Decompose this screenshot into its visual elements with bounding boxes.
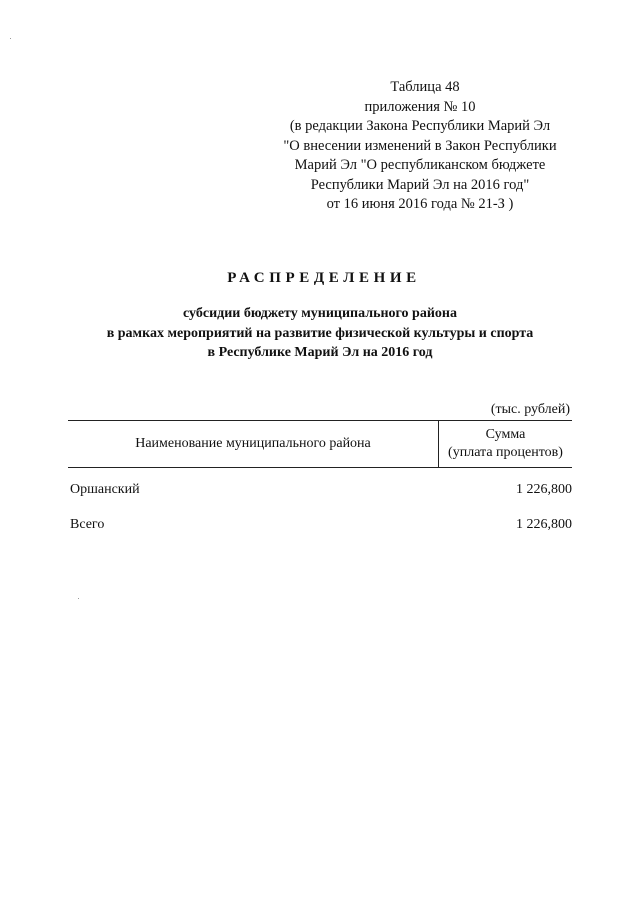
column-header-sum-subtitle: (уплата процентов) <box>448 445 563 460</box>
column-header-sum <box>439 421 572 467</box>
subtitle-line: субсидии бюджету муниципального района <box>183 306 457 321</box>
header-line: от 16 июня 2016 года № 21-З ) <box>326 196 514 212</box>
header-line: Марий Эл "О республиканском бюджете <box>294 157 546 173</box>
header-line: Республики Марий Эл на 2016 год" <box>310 176 530 193</box>
row-district-name: Оршанский <box>70 482 140 497</box>
row-total-label: Всего <box>70 517 105 532</box>
header-line: (в редакции Закона Республики Марий Эл <box>289 118 551 134</box>
document-subtitle <box>0 304 640 363</box>
distribution-table <box>68 420 572 533</box>
scan-speck <box>78 598 79 599</box>
column-header-sum-title: Сумма <box>485 427 526 442</box>
appendix-header <box>270 78 570 215</box>
table-row <box>68 482 572 498</box>
table-row-total <box>68 517 572 533</box>
header-line: Таблица 48 <box>390 79 460 95</box>
document-title: РАСПРЕДЕЛЕНИЕ <box>227 270 421 286</box>
header-line: "О внесении изменений в Закон Республики <box>283 137 557 154</box>
row-total-amount: 1 226,800 <box>516 517 572 532</box>
units-label: (тыс. рублей) <box>490 402 570 417</box>
header-line: приложения № 10 <box>364 98 476 115</box>
scan-speck <box>10 38 11 39</box>
subtitle-line: в рамках мероприятий на развитие физической культуры и спорта <box>106 325 534 341</box>
subtitle-line: в Республике Марий Эл на 2016 год <box>207 345 433 360</box>
table-header <box>68 420 572 468</box>
row-amount: 1 226,800 <box>516 482 572 497</box>
column-header-name: Наименование муниципального района <box>68 421 439 467</box>
